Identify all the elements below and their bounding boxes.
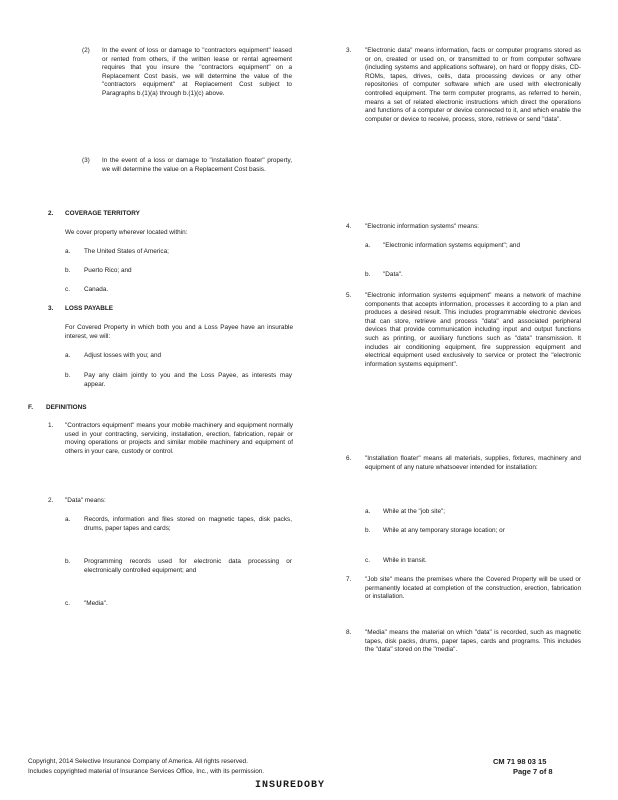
item-number: (2) [82,47,90,54]
section-letter: F. [28,404,33,411]
list-item: While in transit. [383,557,427,564]
list-item: While at the "job site"; [383,508,446,515]
section-heading-loss-payable: LOSS PAYABLE [65,305,114,312]
item-number: 4. [346,223,352,230]
list-letter: a. [65,352,71,359]
coverage-intro: We cover property wherever located within: [65,229,188,236]
list-letter: b. [365,271,371,278]
list-item: Adjust losses with you; and [84,352,162,359]
item-number: 5. [346,292,352,299]
section-number: 3. [48,305,54,312]
definition-6 [346,455,581,472]
list-item: Canada. [84,286,109,293]
footer-copyright: Copyright, 2014 Selective Insurance Company of America. All rights reserved. [28,758,248,765]
list-letter: a. [365,242,371,249]
item-number: 3. [346,47,352,54]
loss-intro: For Covered Property in which both you and a Loss Payee have an insurable interest, we will: [65,324,293,340]
list-item: "Electronic information systems equipment"; and [383,242,521,249]
paragraph-text: "Job site" means the premises where the Covered Property will be used or permanently located at completion of the construction, erection, fabrication or installation. [365,576,581,601]
section-heading-definitions: DEFINITIONS [46,404,87,411]
paragraph-b2 [82,47,292,99]
list-letter: c. [365,557,370,564]
item-number: 8. [346,629,352,636]
paragraph-text: In the event of a loss or damage to "installation floater" property, we will determine the value on a Replacement Cost basis. [102,157,292,173]
paragraph-text: In the event of loss or damage to "contractors equipment" leased or rented from others, if the written lease or rental agreement requires that you insure the "contractors equipment" on a Replacement Cost basis, we will determine the value of the "contractors equipment" at Replacement Cost subject to Paragraphs b.(1)(a) through b.(1)(c) above. [102,47,292,97]
item-number: 7. [346,576,352,583]
paragraph-text: "Electronic information systems equipment" means a network of machine components that accepts information, processes it according to a plan and produces a desired result. This includes programmable electronic devices that can store, retrieve and process "data" and associated peripheral devices that provide communication including input and output functions such as printing, or auxiliary functions such as "data" transmission. It includes air conditioning equipment, fire suppression equipment and electrical equipment used exclusively to service or protect the "electronic information systems equipment". [365,292,581,368]
paragraph-b3 [82,157,292,174]
paragraph-text: "Media" means the material on which "data" is recorded, such as magnetic tapes, disk packs, drums, paper tapes, cards and programs. This includes the "data" stored on the "media". [365,629,581,654]
list-item: Pay any claim jointly to you and the Loss Payee, as interests may appear. [84,372,292,388]
list-letter: c. [65,600,70,607]
item-number: 6. [346,455,352,462]
definition-2-intro: "Data" means: [65,497,106,504]
item-number: 1. [48,422,54,429]
list-letter: b. [65,558,71,565]
list-letter: c. [65,286,70,293]
item-number: (3) [82,157,90,164]
list-item: "Data". [383,271,403,278]
list-letter: b. [365,527,371,534]
page-number: Page 7 of 8 [513,767,553,776]
list-letter: a. [365,508,371,515]
definition-5 [346,292,581,369]
item-number: 2. [48,497,54,504]
list-item: Records, information and files stored on magnetic tapes, disk packs, drums, paper tapes and cards; [84,516,292,532]
definition-7 [346,576,581,602]
list-letter: b. [65,267,71,274]
form-number: CM 71 98 03 15 [493,757,547,766]
definition-4-intro: "Electronic information systems" means: [365,223,479,230]
list-item: "Media". [84,600,108,607]
paragraph-text: "Electronic data" means information, facts or computer programs stored as or on, created or used on, or transmitted to or from computer software (including systems and applications software), on hard or floppy disks, CD-ROMs, tapes, drives, cells, data processing devices or any other repositories of computer software which are used with electronically controlled equipment. The term computer programs, as referred to herein, means a set of related electronic instructions which direct the operations and functions of a computer or device connected to it, and which enable the computer or device to receive, process, store, retrieve or send "data". [365,47,581,123]
section-heading-coverage-territory: COVERAGE TERRITORY [65,210,140,217]
list-item: The United States of America; [84,248,169,255]
footer-includes: Includes copyrighted material of Insurance Services Office, Inc., with its permission. [28,768,265,775]
list-letter: a. [65,248,71,255]
paragraph-text: "Installation floater" means all materials, supplies, fixtures, machinery and equipment of any nature whatsoever intended for installation: [365,455,581,471]
paragraph-text: "Contractors equipment" means your mobile machinery and equipment normally used in your contracting, servicing, installation, erection, fabrication, repair or moving operations or projects and similar mobile machinery and equipment of others in your care, custody or control. [65,422,293,455]
list-item: Puerto Rico; and [84,267,132,274]
list-item: While at any temporary storage location; or [383,527,505,534]
definition-3 [346,47,581,124]
list-item: Programming records used for electronic data processing or electronically controlled equipment; and [84,558,292,574]
list-letter: b. [65,372,71,379]
list-letter: a. [65,516,71,523]
definition-1 [48,422,293,456]
definition-8 [346,629,581,655]
brand-watermark: INSUREDOBY [255,780,326,791]
section-number: 2. [48,210,54,217]
